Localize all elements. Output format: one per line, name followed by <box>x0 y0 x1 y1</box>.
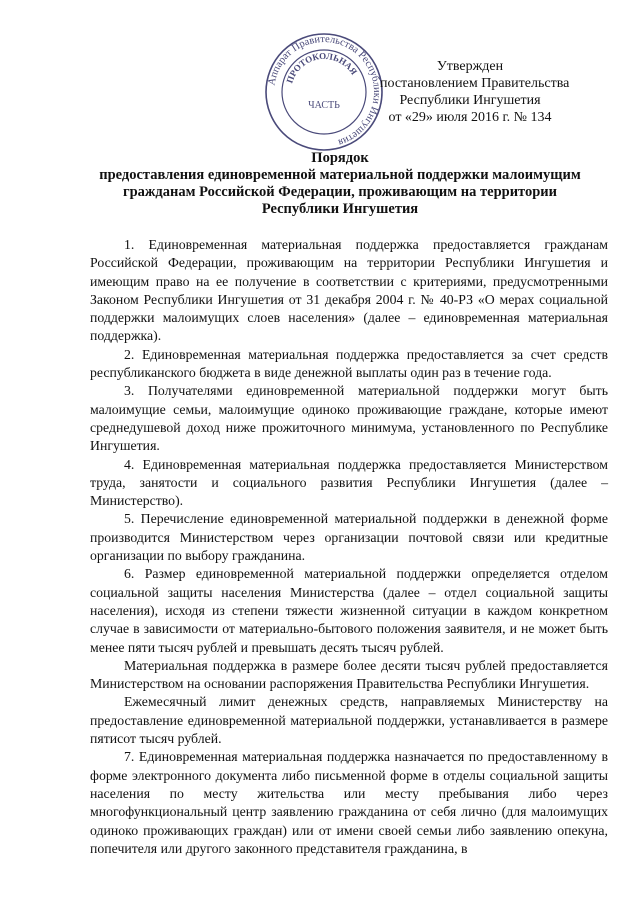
paragraph: 4. Единовременная материальная поддержка предоставляется Министерством труда, занятости и социального развития Республики Ингушетия (далее – Министерство). <box>90 456 608 509</box>
stamp-outer-text: Аппарат Правительства Республики Ингушетия <box>266 33 383 148</box>
stamp-inner-text: ПРОТОКОЛЬНАЯ <box>284 50 360 85</box>
title-line-2: предоставления единовременной материальной поддержки малоимущим <box>99 167 581 183</box>
document-title <box>60 150 620 218</box>
official-stamp <box>262 30 386 154</box>
title-line-4: Республики Ингушетия <box>261 201 419 217</box>
approval-line-2: постановлением Правительства <box>380 76 570 91</box>
approval-block <box>380 58 570 126</box>
title-line-1: Порядок <box>311 150 369 166</box>
paragraph: 7. Единовременная материальная поддержка назначается по предоставленному в форме электронного документа либо письменной форме в отделы социальной защиты населения по месту жительства или месту пребывания либо через многофункциональный центр заявлению гражданина от себя лично (для малоимущих одиноко проживающих граждан) или от имени своей семьи либо заявлению опекуна, попечителя или другого законного представителя гражданина, в <box>90 749 608 856</box>
title-line-3: гражданам Российской Федерации, проживающим на территории <box>122 184 558 200</box>
paragraph: 2. Единовременная материальная поддержка предоставляется за счет средств республиканского бюджета в виде денежной выплаты один раз в течение года. <box>90 346 608 381</box>
approval-line-1: Утвержден <box>436 59 504 74</box>
approval-line-3: Республики Ингушетия <box>399 93 541 108</box>
paragraph: 5. Перечисление единовременной материальной поддержки в денежной форме производится Министерством через организации почтовой связи или кредитные организации по выбору гражданина. <box>90 511 608 564</box>
paragraph: Материальная поддержка в размере более десяти тысяч рублей предоставляется Министерством на основании распоряжения Правительства Республики Ингушетия. <box>90 657 608 692</box>
paragraph: 3. Получателями единовременной материальной поддержки могут быть малоимущие семьи, малоимущие одиноко проживающие граждане, которые имеют среднедушевой доход ниже прожиточного минимума, установленного по Республике Ингушетия. <box>90 383 608 454</box>
paragraph: 1. Единовременная материальная поддержка предоставляется гражданам Российской Федерации, проживающим на территории Республики Ингушетия и имеющим право на ее получение в соответствии с критериями, предусмотренными Законом Республики Ингушетия от 31 декабря 2004 г. № 40-РЗ «О мерах социальной поддержки малоимущих слоев населения» (далее – единовременная материальная поддержка). <box>90 237 608 344</box>
stamp-center-text: ЧАСТЬ <box>308 100 340 111</box>
document-body <box>90 236 608 858</box>
paragraph: 6. Размер единовременной материальной поддержки определяется отделом социальной защиты населения Министерства (далее – отдел социальной защиты населения), исходя из степени тяжести жизненной ситуации в каждом конкретном случае в зависимости от материально-бытового положения заявителя, и не может быть менее пяти тысяч рублей и превышать десять тысяч рублей. <box>90 566 608 655</box>
approval-line-4: от «29» июля 2016 г. № 134 <box>388 110 552 125</box>
paragraph: Ежемесячный лимит денежных средств, направляемых Министерству на предоставление единовременной материальной поддержки, устанавливается в размере пятисот тысяч рублей. <box>90 694 608 747</box>
svg-text:ПРОТОКОЛЬНАЯ <box>284 51 359 85</box>
